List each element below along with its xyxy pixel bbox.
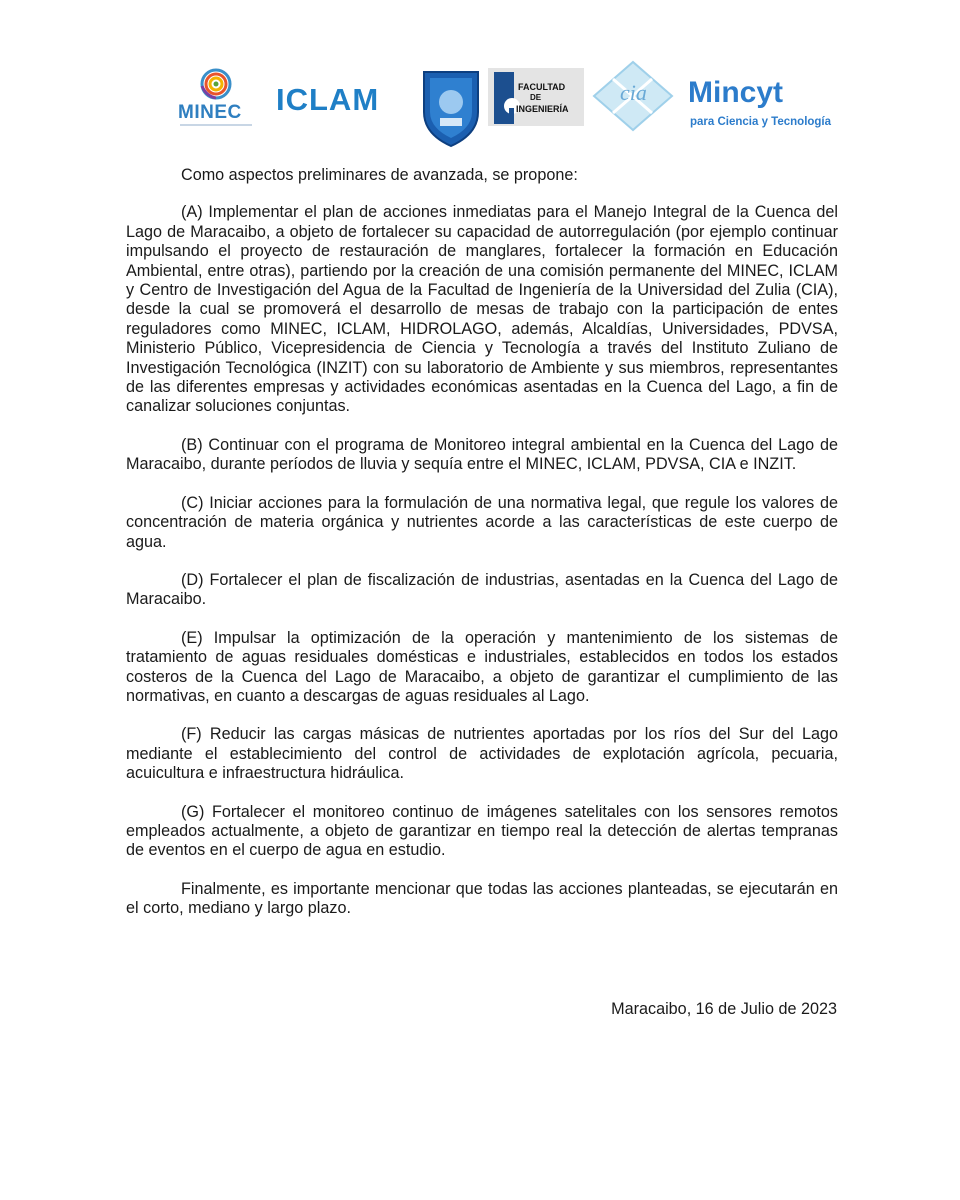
mincyt-subtitle: para Ciencia y Tecnología [690,116,832,128]
mincyt-name: Mincyt [688,76,784,109]
paragraph-d: (D) Fortalecer el plan de fiscalización de industrias, asentadas en la Cuenca del Lago de Maracaibo. [126,570,838,609]
document-body [126,162,838,919]
facultad-line-3: INGENIERÍA [516,104,569,114]
engineering-emblem-icon [494,72,522,124]
paragraph-c: (C) Iniciar acciones para la formulación de una normativa legal, que regule los valores de concentración de materia orgánica y nutrientes acorde a las características de este cuerpo de agua. [126,493,838,551]
cia-name: cia [620,80,647,105]
document-date: Maracaibo, 16 de Julio de 2023 [611,1000,837,1018]
iclam-name: ICLAM [276,82,380,117]
paragraph-a: (A) Implementar el plan de acciones inmediatas para el Manejo Integral de la Cuenca del Lago de Maracaibo, a objeto de fortalecer su capacidad de autorregulación (por ejemplo continuar impulsando el proyecto de restauración de manglares, fortalecer la formación en Educación Ambiental, entre otras), partiendo por la creación de una comisión permanente del MINEC, ICLAM y Centro de Investigación del Agua de la Facultad de Ingeniería de la Universidad del Zulia (CIA), desde la cual se promoverá el desarrollo de mesas de trabajo con la participación de entes reguladores como MINEC, ICLAM, HIDROLAGO, además, Alcaldías, Universidades, PDVSA, Ministerio Público, Vicepresidencia de Ciencia y Tecnología a través del Instituto Zuliano de Investigación Tecnológica (INZIT) con su laboratorio de Ambiente y sus miembros, representantes de las diferentes empresas y actividades económicas asentadas en la Cuenca del Lago, a fin de canalizar soluciones conjuntas. [126,203,838,416]
paragraph-g: (G) Fortalecer el monitoreo continuo de imágenes satelitales con los sensores remotos empleados actualmente, a objeto de garantizar en tiempo real la detección de alertas tempranas de eventos en el cuerpo de agua en estudio. [126,802,838,860]
minec-name: MINEC [178,102,242,123]
intro-text: Como aspectos preliminares de avanzada, se propone: [181,166,578,184]
shield-icon [420,68,482,148]
facultad-ingenieria-logo [488,68,584,126]
closing-paragraph: Finalmente, es importante mencionar que todas las acciones planteadas, se ejecutarán en el corto, mediano y largo plazo. [126,879,838,918]
paragraph-e: (E) Impulsar la optimización de la operación y mantenimiento de los sistemas de tratamiento de aguas residuales domésticas e industriales, establecidos en todos los estados costeros de la Cuenca del Lago de Maracaibo, a objeto de garantizar el cumplimiento de las normativas, en cuanto a descargas de aguas residuales al Lago. [126,628,838,705]
mincyt-logo [688,76,838,136]
cia-logo [592,60,674,132]
facultad-line-2: DE [530,93,542,102]
paragraph-b: (B) Continuar con el programa de Monitoreo integral ambiental en la Cuenca del Lago de Maracaibo, durante períodos de lluvia y sequía entre el MINEC, ICLAM, PDVSA, CIA e INZIT. [126,435,838,474]
minec-logo [176,64,256,134]
minec-tagline [180,124,252,126]
iclam-logo [276,82,406,122]
logo-bar [0,56,960,156]
facultad-line-1: FACULTAD [518,82,566,92]
paragraph-f: (F) Reducir las cargas másicas de nutrientes aportadas por los ríos del Sur del Lago mediante el establecimiento del control de actividades de explotación agrícola, pecuaria, acuicultura e infraestructura hidráulica. [126,725,838,783]
university-shield-logo [420,68,482,148]
